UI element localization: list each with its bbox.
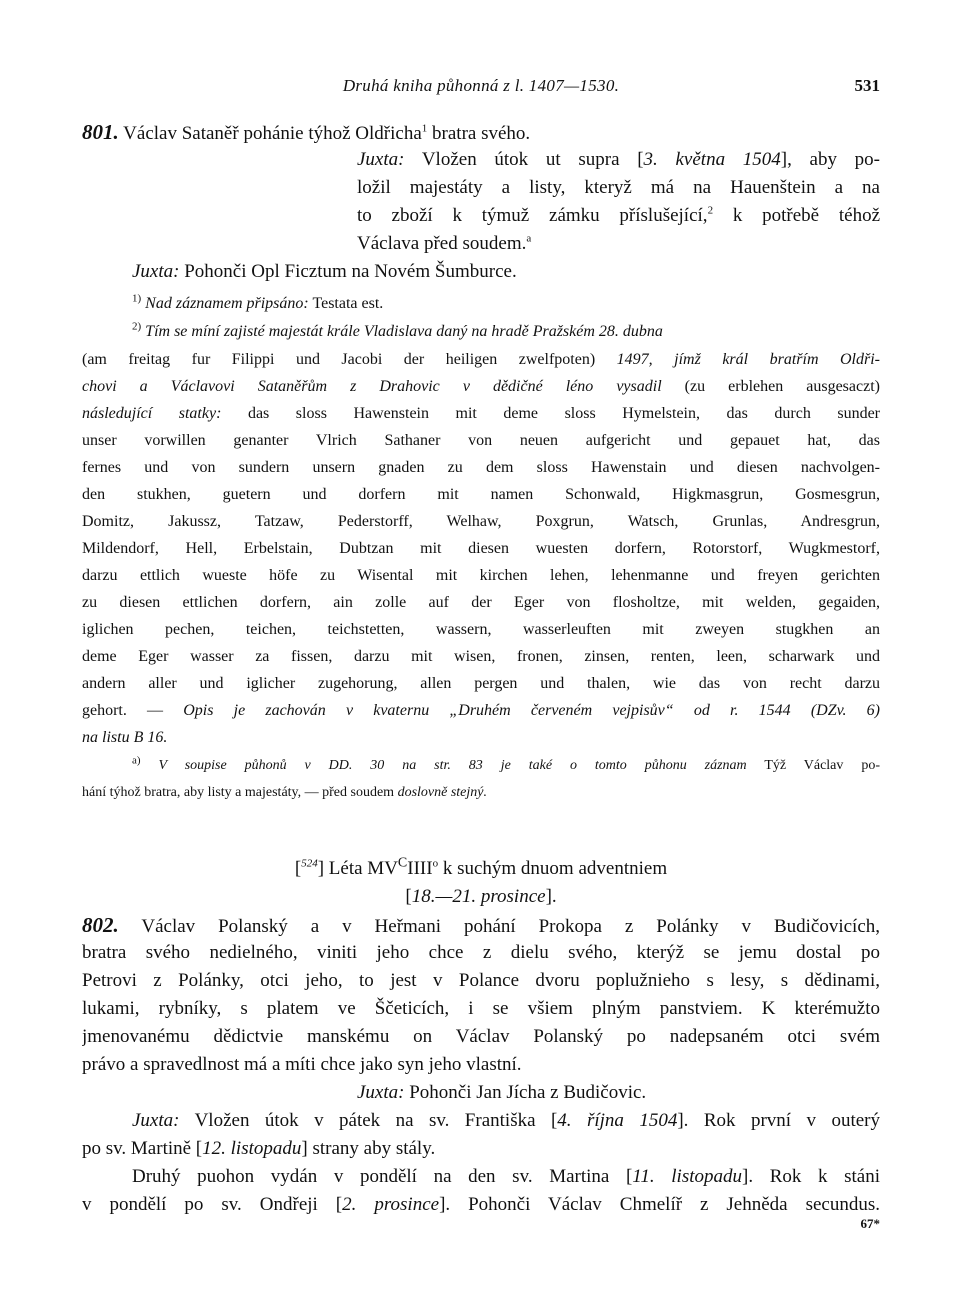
footnote-2-line: Domitz, Jakussz, Tatzaw, Pederstorff, Welhaw, Poxgrun, Watsch, Grunlas, Andresgrun, xyxy=(82,513,880,530)
footnote-2-line: Mildendorf, Hell, Erbelstain, Dubtzan mit diesen wuesten dorfern, Rotorstorf, Wugkmestorf, xyxy=(82,540,880,557)
entry-802-line: v pondělí po sv. Ondřeji [2. prosince]. Pohonči Václav Chmelíř z Jehněda secundus. xyxy=(82,1194,880,1215)
juxta-label: Juxta: xyxy=(132,1110,180,1131)
footnote-2: $^{2)}$ Tím se míní zajisté majestát krále Vladislava daný na hradě Pražském 28. dubna xyxy=(132,320,663,340)
footnote-2-line: unser vorwillen genanter Vlrich Sathaner von neuen aufgericht und gepauet hat, das xyxy=(82,432,880,449)
footnote-2-line: fernes und von sundern unsern gnaden zu dem sloss Hawenstain und diesen nachvolgen- xyxy=(82,459,880,476)
footnote-2-line: andern aller und iglicher zugehorung, allen pergen und thalen, wie das von recht darzu xyxy=(82,675,880,692)
footnote-a-line: hání týhož bratra, aby listy a majestáty, — před soudem doslovně stejný. xyxy=(82,785,487,800)
juxta-label: Juxta: xyxy=(132,261,180,282)
entry-number: 801. xyxy=(82,120,119,144)
entry-801-line: 801. Václav Sataněř pohánie týhož Oldřicha$^1$ bratra svého. xyxy=(82,120,531,144)
section-heading xyxy=(82,855,880,911)
entry-802-line: Juxta: Vložen útok v pátek na sv. Františka [4. října 1504]. Rok první v outerý xyxy=(132,1110,880,1131)
footnote-2-line: iglichen pechen, teichen, teichstetten, wassern, wasserleuften mit zweyen stugkhen an xyxy=(82,621,880,638)
footnote-2-line: darzu ettlich wueste höfe zu Wisental mit kirchen lehen, lehenmanne und freyen gerichten xyxy=(82,567,880,584)
footnote-mark: 2 xyxy=(707,204,714,217)
footnote-2-line: zu diesen ettlichen dorfern, ain zolle auf der Eger von flosholtze, mit welden, gegaiden, xyxy=(82,594,880,611)
entry-802-line: právo a spravedlnost má a míti chce jako syn jeho vlastní. xyxy=(82,1054,522,1075)
footnote-2-line: na listu B 16. xyxy=(82,729,168,746)
entry-802-line: 802. Václav Polanský a v Heřmani pohání Prokopa z Polánky v Budičovicích, xyxy=(82,913,880,937)
running-header xyxy=(82,76,880,100)
entry-801-line: to zboží k týmuž zámku příslušející,$^2$ k potřebě téhož xyxy=(357,204,880,226)
footnote-a-line: $^{a)}$ V soupise půhonů v DD. 30 na str. 83 je také o tomto půhonu záznam Týž Václav po- xyxy=(132,754,880,773)
footnote-2-line: chovi a Václavovi Sataněřům z Drahovic v dědičné léno vysadil (zu erblehen ausgesaczt) xyxy=(82,378,880,395)
entry-number: 802. xyxy=(82,913,119,937)
entry-801-line: ložil majestáty a listy, kteryž má na Hauenštein a na xyxy=(357,177,880,198)
entry-802-line: bratra svého nedielného, viniti jeho chce z dielu svého, kterýž se jemu dostal po xyxy=(82,942,880,963)
footnotes-801 xyxy=(82,290,880,752)
running-title: Druhá kniha půhonná z l. 1407—1530. xyxy=(342,76,620,95)
juxta-label: Juxta: xyxy=(357,149,405,170)
footnote-mark: 1 xyxy=(421,122,428,135)
footnote-2-line: den stukhen, guetern und dorfern mit namen Schonwald, Higkmasgrun, Gosmesgrun, xyxy=(82,486,880,503)
section-heading-date: [18.—21. prosince]. xyxy=(405,886,557,907)
juxta-label: Juxta: xyxy=(357,1082,405,1103)
section-heading-line: [$^{524}$] Léta $MV^CIIII^o$ k suchým dnuom adventniem xyxy=(294,855,668,879)
footnote-mark: a xyxy=(526,232,532,245)
entry-801-line: Václava před soudem.$^a$ xyxy=(357,232,532,254)
footnote-1: $^{1)}$ Nad záznamem připsáno: Testata est. xyxy=(132,292,384,312)
footnote-2-line: (am freitag fur Filippi und Jacobi der heiligen zwelfpoten) 1497, jímž král bratřím Oldři- xyxy=(82,351,880,368)
footnote-2-line: deme Eger wasser za fissen, darzu mit wisen, fronen, zinsen, renten, leen, scharwark und xyxy=(82,648,880,665)
entry-802 xyxy=(82,911,880,1219)
entry-802-line: Petrovi z Polánky, otci jeho, to jest v Polance dvoru poplužnieho s lesy, s dědinami, xyxy=(82,970,880,991)
entry-802-line: Druhý puohon vydán v pondělí na den sv. Martina [11. listopadu]. Rok k stáni xyxy=(132,1166,880,1187)
footnote-2-line: gehort. — Opis je zachován v kvaternu „Druhém červeném vejpisův“ od r. 1544 (DZv. 6) xyxy=(82,702,880,719)
entry-802-line: po sv. Martině [12. listopadu] strany aby stály. xyxy=(82,1138,436,1159)
entry-802-line: Juxta: Pohonči Jan Jícha z Budičovic. xyxy=(357,1082,647,1103)
entry-802-line: jmenovanému dědictvie manskému on Václav Polanský po nadepsaném otci svém xyxy=(82,1026,880,1047)
signature-mark: 67* xyxy=(860,1216,880,1231)
entry-801 xyxy=(82,118,880,286)
footnote-2-line: následující statky: das sloss Hawenstein mit deme sloss Hymelstein, das durch sunder xyxy=(82,405,880,422)
page-number: 531 xyxy=(854,76,880,95)
entry-801-line: Juxta: Pohonči Opl Ficztum na Novém Šumburce. xyxy=(132,261,517,282)
entry-801-line: Juxta: Vložen útok ut supra [3. května 1504], aby po- xyxy=(357,149,880,170)
footnote-a xyxy=(82,752,880,807)
entry-802-line: lukami, rybníky, s platem ve Ščeticích, i se všiem plným panstviem. K kterémužto xyxy=(82,998,880,1019)
